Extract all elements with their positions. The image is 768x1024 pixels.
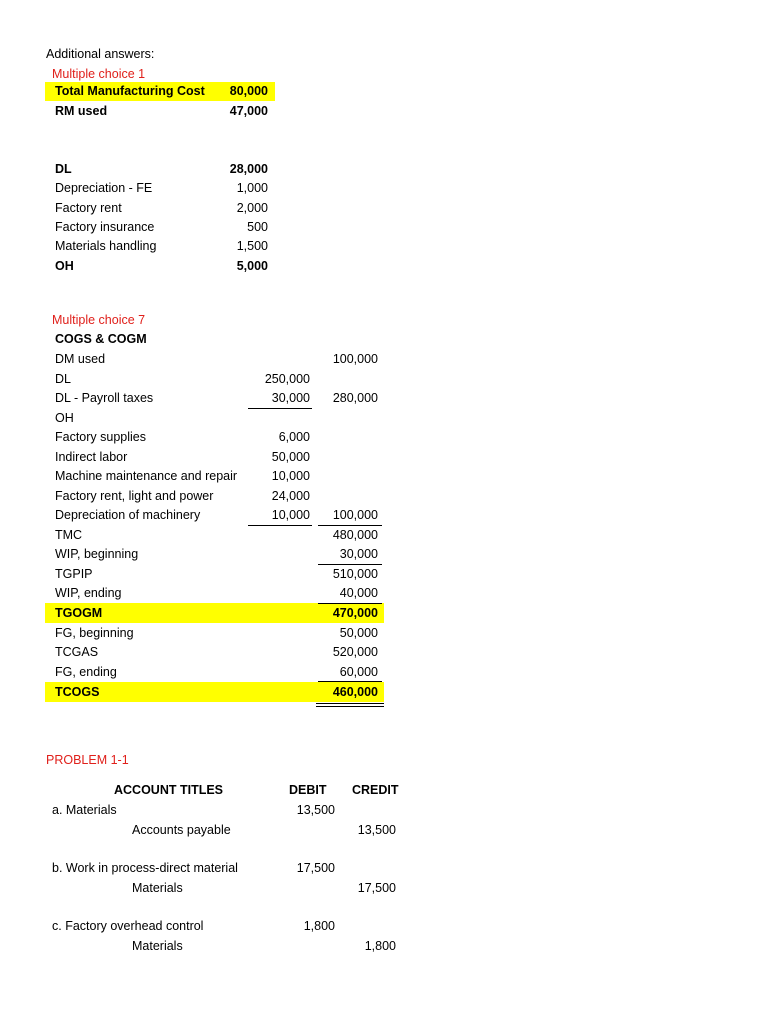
mc1-label-oh: OH <box>55 259 74 273</box>
rule-depreciation-c2 <box>318 525 382 526</box>
mc7-label: OH <box>55 411 74 425</box>
rule-depreciation-c1 <box>248 525 312 526</box>
mc1-label-rent: Factory rent <box>55 201 122 215</box>
rule-wip-beginning <box>318 564 382 565</box>
mc7-label: TCGAS <box>55 645 99 659</box>
entry-a-credit-account: Accounts payable <box>132 823 231 837</box>
mc7-col2: 100,000 <box>332 352 378 366</box>
mc7-col2: 520,000 <box>332 645 378 659</box>
mc7-label-tcogs: TCOGS <box>55 685 100 699</box>
header-account-titles: ACCOUNT TITLES <box>114 783 224 797</box>
mc7-label: FG, beginning <box>55 626 134 640</box>
mc7-col2: 280,000 <box>332 391 378 405</box>
mc7-value-tgogm: 470,000 <box>332 606 378 620</box>
mc1-value-dl: 28,000 <box>229 162 268 176</box>
entry-b-debit-amount: 17,500 <box>296 861 335 875</box>
entry-a-debit-account: a. Materials <box>52 803 117 817</box>
header-credit: CREDIT <box>352 783 399 797</box>
mc1-value-insurance: 500 <box>247 220 268 234</box>
mc1-label-total: Total Manufacturing Cost <box>55 84 205 98</box>
mc7-col2: 100,000 <box>332 508 378 522</box>
mc7-col1: 10,000 <box>271 469 310 483</box>
mc1-value-rent: 2,000 <box>236 201 268 215</box>
mc1-value-handling: 1,500 <box>236 239 268 253</box>
mc7-col1: 10,000 <box>271 508 310 522</box>
mc7-label: DL - Payroll taxes <box>55 391 154 405</box>
mc1-title: Multiple choice 1 <box>52 67 146 81</box>
mc7-title: Multiple choice 7 <box>52 313 146 327</box>
entry-c-credit-account: Materials <box>132 939 183 953</box>
mc7-label: Indirect labor <box>55 450 128 464</box>
rule-fg-ending <box>318 681 382 682</box>
mc7-label: Factory rent, light and power <box>55 489 214 503</box>
rule-wip-ending <box>318 603 382 604</box>
entry-c-debit-account: c. Factory overhead control <box>52 919 204 933</box>
mc1-value-rm: 47,000 <box>229 104 268 118</box>
problem-title: PROBLEM 1-1 <box>46 753 129 767</box>
mc7-label: WIP, ending <box>55 586 122 600</box>
mc1-value-oh: 5,000 <box>236 259 268 273</box>
mc7-label: Machine maintenance and repair <box>55 469 238 483</box>
header-debit: DEBIT <box>289 783 327 797</box>
mc7-label: TGPIP <box>55 567 93 581</box>
entry-b-credit-account: Materials <box>132 881 183 895</box>
mc7-col2: 30,000 <box>339 547 378 561</box>
mc1-value-depreciation: 1,000 <box>236 181 268 195</box>
mc7-col1: 24,000 <box>271 489 310 503</box>
mc1-label-insurance: Factory insurance <box>55 220 155 234</box>
mc1-value-total: 80,000 <box>229 84 268 98</box>
mc7-label: DM used <box>55 352 106 366</box>
mc7-col1: 250,000 <box>264 372 310 386</box>
mc1-label-dl: DL <box>55 162 72 176</box>
mc7-col2: 50,000 <box>339 626 378 640</box>
entry-a-debit-amount: 13,500 <box>296 803 335 817</box>
mc7-label: DL <box>55 372 71 386</box>
entry-c-debit-amount: 1,800 <box>303 919 335 933</box>
mc7-col2: 510,000 <box>332 567 378 581</box>
intro-text: Additional answers: <box>46 47 155 61</box>
mc7-label: TMC <box>55 528 83 542</box>
mc7-label: Depreciation of machinery <box>55 508 201 522</box>
mc7-label-tgogm: TGOGM <box>55 606 103 620</box>
mc7-col2: 480,000 <box>332 528 378 542</box>
mc7-col1: 50,000 <box>271 450 310 464</box>
mc7-label: Factory supplies <box>55 430 147 444</box>
entry-c-credit-amount: 1,800 <box>364 939 396 953</box>
entry-b-debit-account: b. Work in process-direct material <box>52 861 238 875</box>
mc7-value-tcogs: 460,000 <box>332 685 378 699</box>
mc1-label-depreciation: Depreciation - FE <box>55 181 153 195</box>
mc1-label-handling: Materials handling <box>55 239 157 253</box>
mc7-col1: 30,000 <box>271 391 310 405</box>
mc7-heading: COGS & COGM <box>55 332 147 346</box>
mc7-label: WIP, beginning <box>55 547 139 561</box>
mc1-label-rm: RM used <box>55 104 108 118</box>
rule-tcogs-double-2 <box>316 706 384 707</box>
mc7-label: FG, ending <box>55 665 117 679</box>
rule-payroll <box>248 408 312 409</box>
entry-b-credit-amount: 17,500 <box>357 881 396 895</box>
entry-a-credit-amount: 13,500 <box>357 823 396 837</box>
mc7-col2: 60,000 <box>339 665 378 679</box>
rule-tcogs-double-1 <box>316 703 384 704</box>
mc7-col1: 6,000 <box>278 430 310 444</box>
mc7-col2: 40,000 <box>339 586 378 600</box>
